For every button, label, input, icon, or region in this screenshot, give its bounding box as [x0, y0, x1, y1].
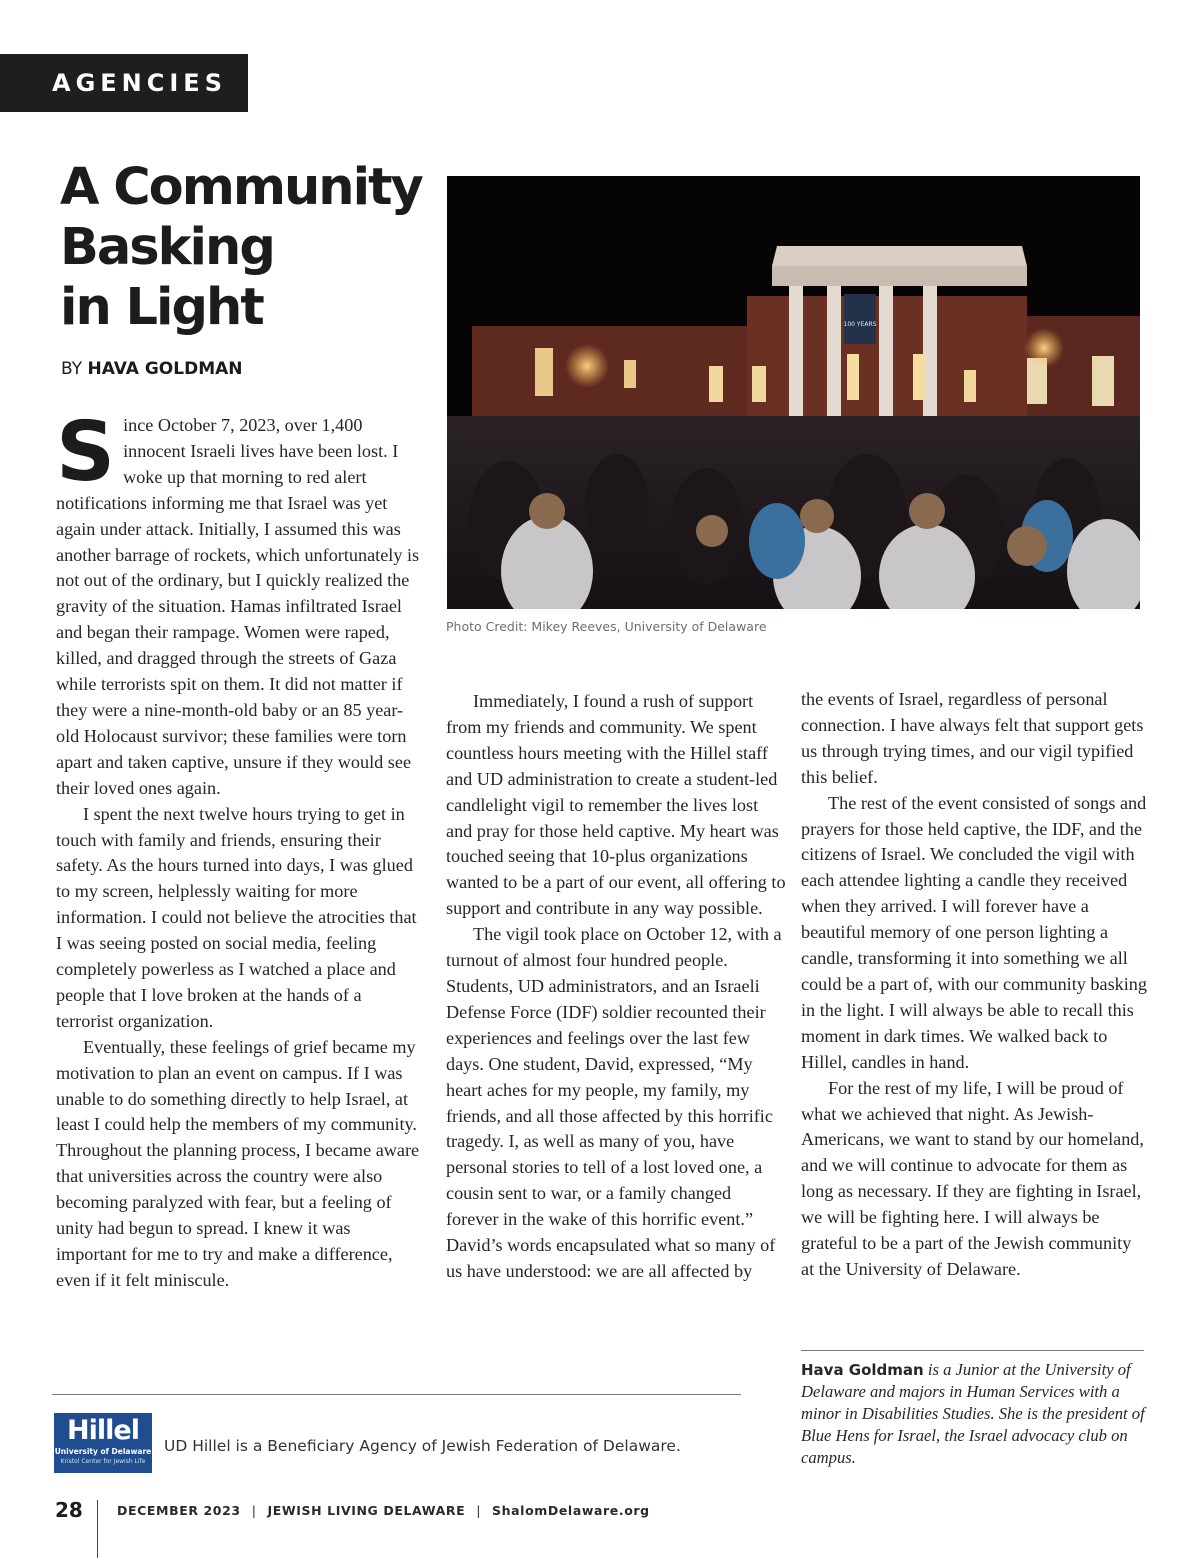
title-line: A Community [60, 158, 422, 217]
publication-name: JEWISH LIVING DELAWARE [267, 1503, 466, 1518]
vigil-photo [447, 176, 1140, 609]
vigil-photo-illustration [447, 176, 1140, 609]
paragraph: I spent the next twelve hours trying to get in touch with family and friends, ensuring their safety. As the hours turned into days, I was glued to my screen, helplessly waiting for more information. I could not believe the atrocities that I was seeing posted on social media, feeling completely powerless as I watched a place and people that I love broken at the hands of a terrorist organization. [56, 803, 417, 1031]
folio-separator: | [251, 1503, 257, 1518]
paragraph: Eventually, these feelings of grief became my motivation to plan an event on campus. If I was unable to do something directly to help Israel, at least I could help the members of my community. Throughout the planning process, I became aware that universities across the country were also becoming paralyzed with fear, but a feeling of unity had begun to spread. I knew it was important for me to try and make a difference, even if it felt miniscule. [56, 1036, 420, 1290]
title-line: in Light [60, 278, 263, 337]
logo-name: Hillel [67, 1415, 139, 1446]
website-link[interactable]: ShalomDelaware.org [492, 1503, 650, 1518]
agency-note: UD Hillel is a Beneficiary Agency of Jewish Federation of Delaware. [164, 1437, 681, 1455]
page-number-divider [97, 1500, 98, 1558]
paragraph: the events of Israel, regardless of personal connection. I have always felt that support gets us through trying times, and our vigil typified this belief. [801, 689, 1144, 787]
byline-prefix: BY [61, 359, 83, 379]
hillel-logo [54, 1413, 152, 1473]
section-tag: AGENCIES [0, 54, 248, 112]
issue-date: DECEMBER 2023 [117, 1503, 241, 1518]
author-bio [801, 1359, 1151, 1469]
title-line: Basking [60, 218, 274, 277]
paragraph [56, 405, 422, 802]
photo-credit: Photo Credit: Mikey Reeves, University of Delaware [446, 619, 767, 634]
paragraph: Immediately, I found a rush of support from my friends and community. We spent countless hours meeting with the Hillel staff and UD administration to create a student-led candlelight vigil to remember the lives lost and pray for those held captive. My heart was touched seeing that 10-plus organizations wanted to be a part of our event, all offering to support and contribute in any way possible. [446, 691, 786, 919]
logo-line-1: University of Delaware [54, 1447, 152, 1456]
paragraph: The vigil took place on October 12, with a turnout of almost four hundred people. Students, UD administrators, and an Israeli Defense Force (IDF) soldier recounted their experiences and feelings over the last few days. One student, David, expressed, “My heart aches for my people, my family, my friends, and all those affected by this horrific tragedy. I, as well as many of you, have personal stories to tell of a lost loved one, a cousin sent to war, or a family changed forever in the wake of this horrific event.” David’s words encapsulated what so many of us have understood: we are all affected by [446, 924, 782, 1281]
paragraph: The rest of the event consisted of songs and prayers for those held captive, the IDF, and the citizens of Israel. We concluded the vigil with each attendee lighting a candle they received when they arrived. I will forever have a beautiful memory of one person lighting a candle, transforming it into something we all could be a part of, with our community basking in the light. I will always be able to recall this moment in dark times. We walked back to Hillel, candles in hand. [801, 792, 1147, 1072]
author-name: HAVA GOLDMAN [87, 359, 243, 379]
byline [61, 359, 243, 379]
paragraph-text: ince October 7, 2023, over 1,400 innocent Israeli lives have been lost. I woke up that morning to red alert notifications informing me that Israel was yet again under attack. Initially, I assumed this was another barrage of rockets, which unfortunately is not out of the ordinary, but I quickly realized the gravity of the situation. Hamas infiltrated Israel and began their rampage. Women were raped, killed, and dragged through the streets of Gaza while terrorists spit on them. It did not matter if they were a nine-month-old baby or an 85 year-old Holocaust survivor; these families were torn apart and taken captive, unsure if they would see their loved ones again. [56, 415, 420, 798]
drop-cap: S [56, 405, 116, 500]
article-column-2 [446, 689, 788, 1285]
folio [117, 1503, 650, 1518]
bio-text: is a Junior at the University of Delaware and majors in Human Services with a minor in Disabilities Studies. She is the president of Blue Hens for Israel, the Israel advocacy club on campus. [801, 1360, 1145, 1467]
article-column-3 [801, 687, 1147, 1283]
folio-separator: | [476, 1503, 482, 1518]
bio-name: Hava Goldman [801, 1361, 924, 1379]
page-number: 28 [55, 1498, 83, 1522]
article-column-1 [56, 405, 422, 1294]
paragraph: For the rest of my life, I will be proud of what we achieved that night. As Jewish-Americans, we want to stand by our homeland, and we will continue to advocate for them as long as necessary. If they are fighting in Israel, we will be fighting here. I will always be grateful to be a part of the Jewish community at the University of Delaware. [801, 1077, 1144, 1279]
article-title [60, 158, 450, 338]
bio-divider [801, 1350, 1144, 1351]
footer-divider [52, 1394, 741, 1395]
banner-text: 100 YEARS [843, 321, 877, 328]
logo-line-2: Kristol Center for Jewish Life [60, 1458, 146, 1465]
